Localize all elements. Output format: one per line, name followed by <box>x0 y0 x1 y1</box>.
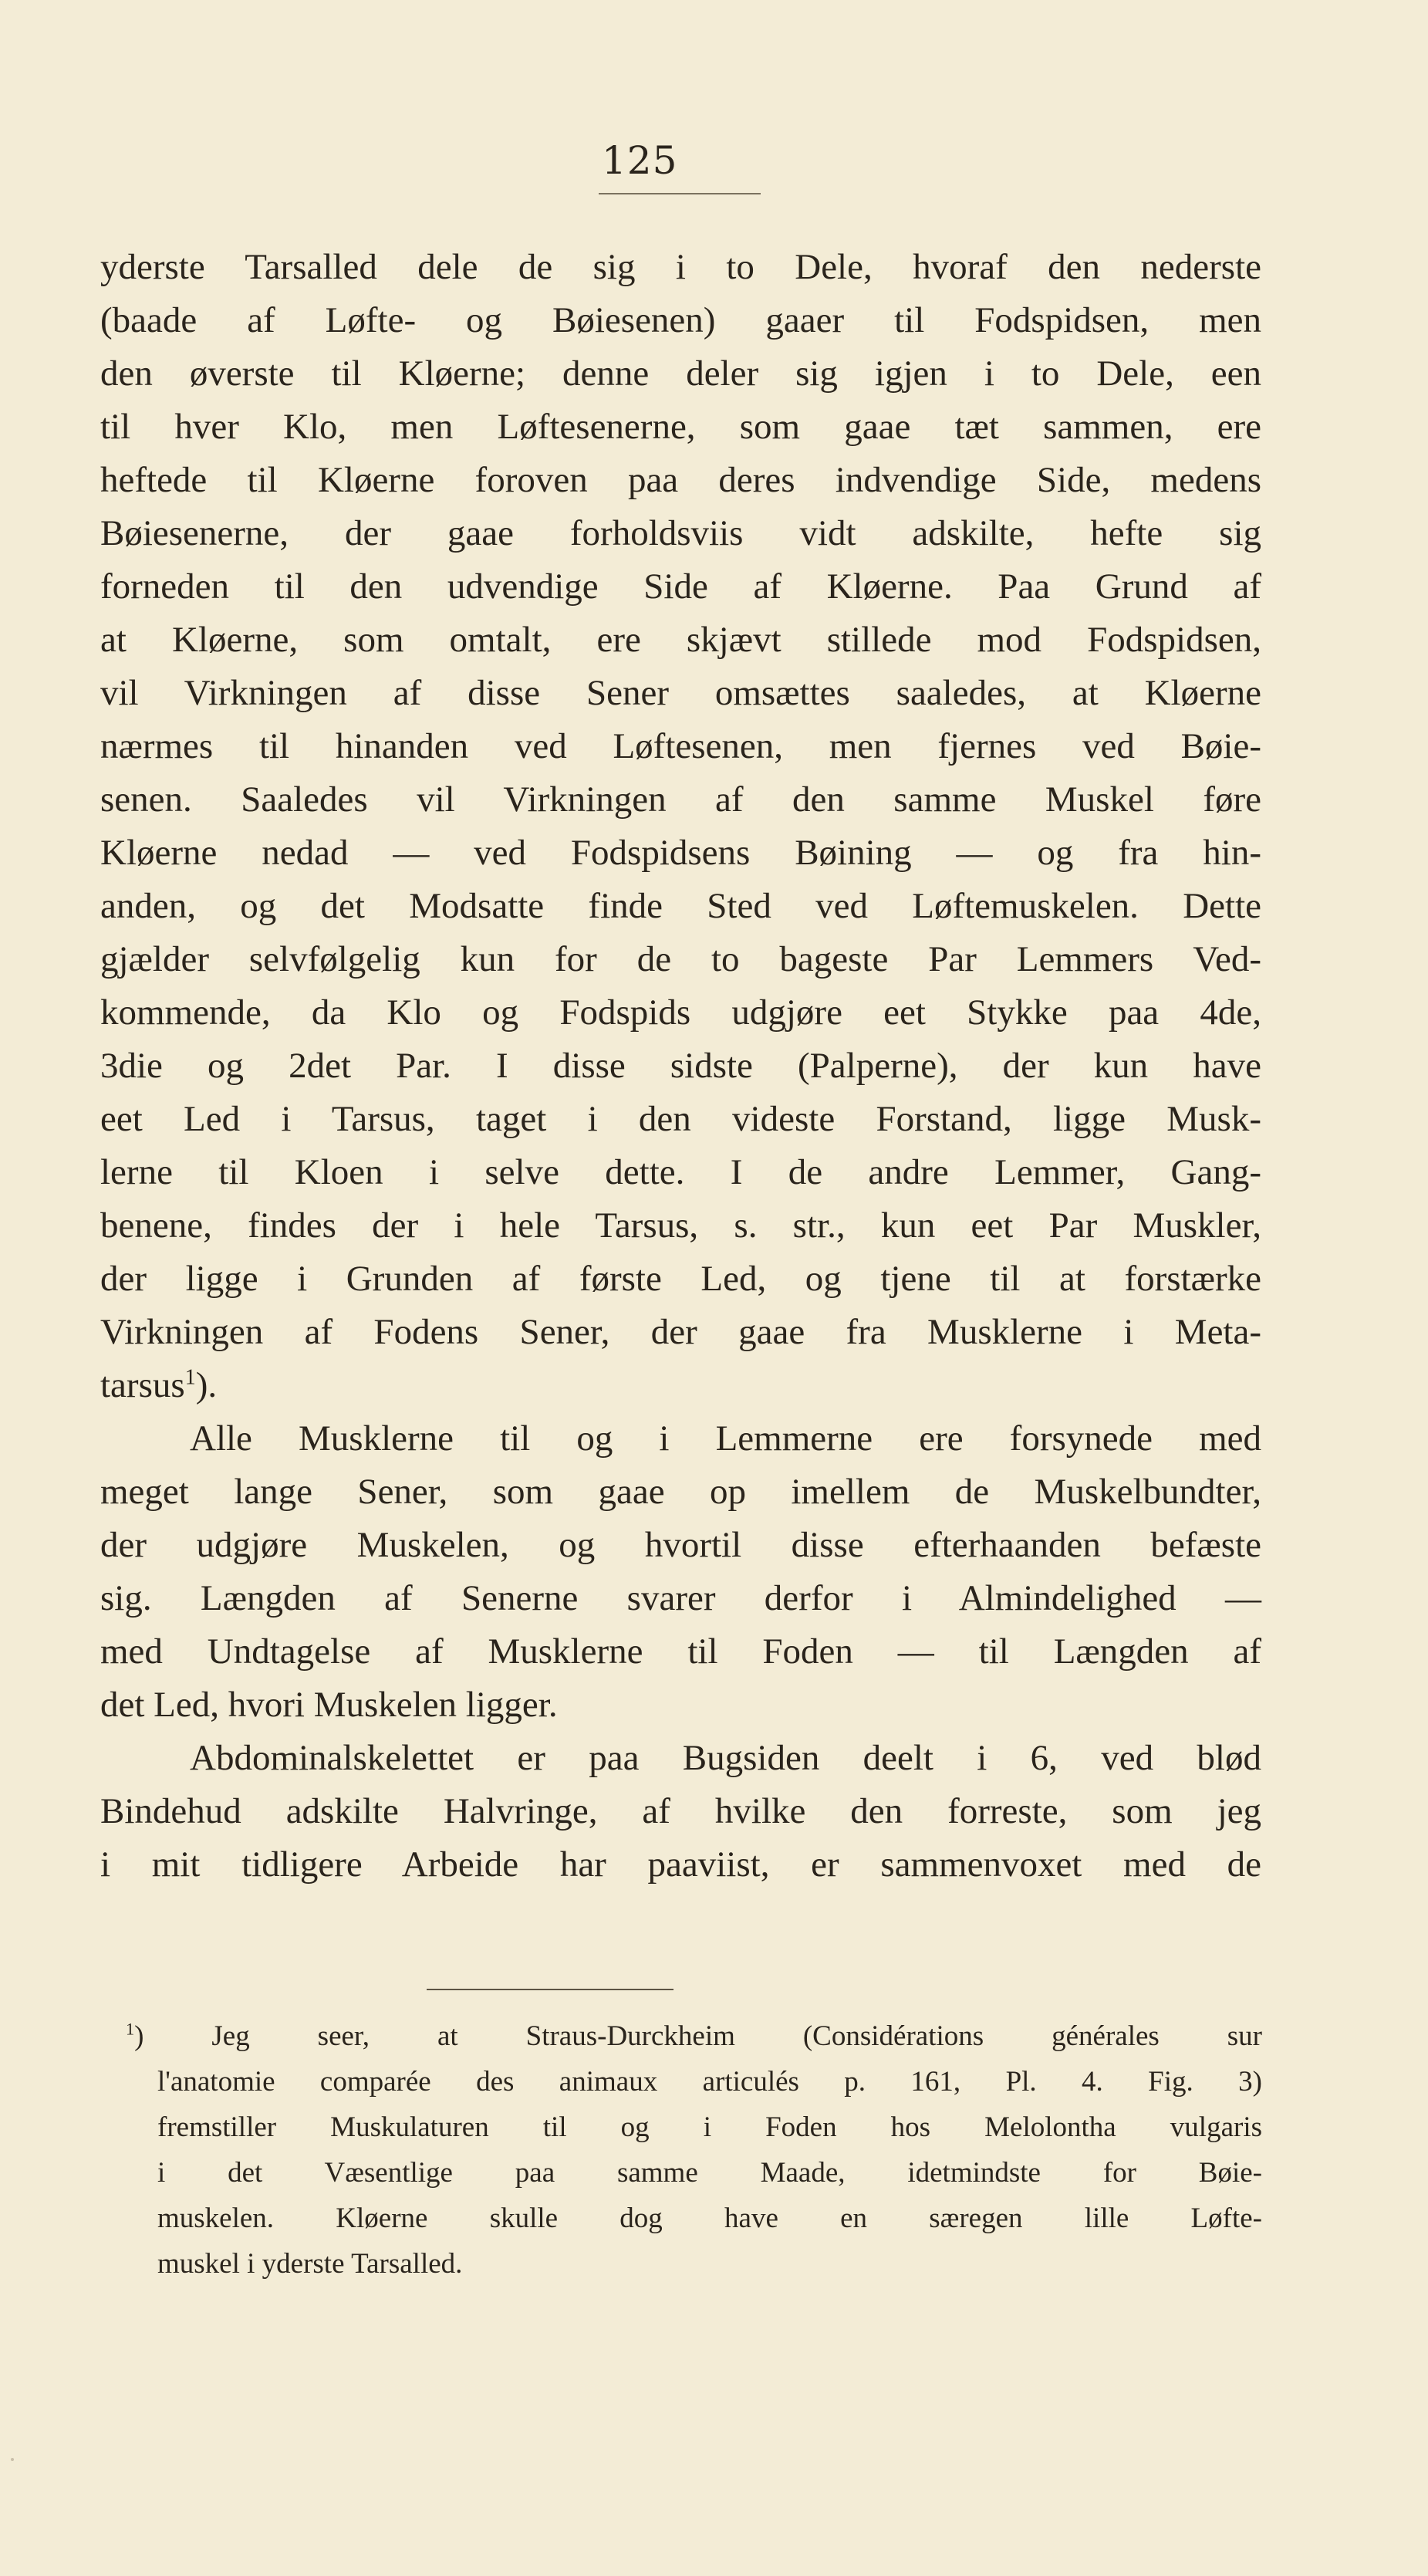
body-line: vil Virkningen af disse Sener omsættes saaledes, at Kløerne <box>100 673 1261 713</box>
footnote-line-text: Jeg seer, at Straus-Durckheim (Considérations générales sur <box>211 2020 1262 2052</box>
footnote-line: l'anatomie comparée des animaux articulés p. 161, Pl. 4. Fig. 3) <box>157 2066 1262 2098</box>
page-number-rule <box>599 193 761 194</box>
footnote-reference-tail: ). <box>195 1365 218 1405</box>
body-line <box>100 1361 217 1410</box>
body-line: Abdominalskelettet er paa Bugsiden deelt i 6, ved blød <box>190 1738 1261 1778</box>
body-line: sig. Længden af Senerne svarer derfor i Almindelighed — <box>100 1578 1261 1618</box>
body-line: Virkningen af Fodens Sener, der gaae fra Musklerne i Meta- <box>100 1312 1261 1352</box>
body-line: heftede til Kløerne foroven paa deres indvendige Side, medens <box>100 460 1261 500</box>
footnote-line: muskelen. Kløerne skulle dog have en særegen lille Løfte- <box>157 2202 1262 2234</box>
page-number: 125 <box>602 138 678 183</box>
body-line: benene, findes der i hele Tarsus, s. str., kun eet Par Muskler, <box>100 1205 1261 1246</box>
body-line: 3die og 2det Par. I disse sidste (Palperne), der kun have <box>100 1046 1261 1086</box>
footnote-line: i det Væsentlige paa samme Maade, idetmindste for Bøie- <box>157 2157 1262 2189</box>
body-line: den øverste til Kløerne; denne deler sig igjen i to Dele, een <box>100 353 1261 394</box>
footnote-line: fremstiller Muskulaturen til og i Foden hos Melolontha vulgaris <box>157 2111 1262 2143</box>
body-line: eet Led i Tarsus, taget i den videste Forstand, ligge Musk- <box>100 1099 1261 1139</box>
body-line-text: tarsus <box>100 1365 185 1405</box>
body-line: forneden til den udvendige Side af Kløerne. Paa Grund af <box>100 566 1261 607</box>
body-line: kommende, da Klo og Fodspids udgjøre eet Stykke paa 4de, <box>100 992 1261 1033</box>
body-line: i mit tidligere Arbeide har paaviist, er sammenvoxet med de <box>100 1844 1261 1885</box>
paper-speck <box>11 2458 14 2461</box>
body-line: Bindehud adskilte Halvringe, af hvilke den forreste, som jeg <box>100 1791 1261 1831</box>
body-line: (baade af Løfte- og Bøiesenen) gaaer til Fodspidsen, men <box>100 300 1261 340</box>
footnote-marker: $^1$) <box>126 2019 144 2052</box>
body-line: til hver Klo, men Løftesenerne, som gaae tæt sammen, ere <box>100 407 1261 447</box>
body-line: meget lange Sener, som gaae op imellem de Muskelbundter, <box>100 1472 1261 1512</box>
body-line: Alle Musklerne til og i Lemmerne ere forsynede med <box>190 1418 1261 1459</box>
body-line: det Led, hvori Muskelen ligger. <box>100 1685 558 1725</box>
body-line: der ligge i Grunden af første Led, og tjene til at forstærke <box>100 1259 1261 1299</box>
body-line: anden, og det Modsatte finde Sted ved Løftemuskelen. Dette <box>100 886 1261 926</box>
body-line: der udgjøre Muskelen, og hvortil disse efterhaanden befæste <box>100 1525 1261 1565</box>
body-line: at Kløerne, som omtalt, ere skjævt stillede mod Fodspidsen, <box>100 620 1261 660</box>
body-line: lerne til Kloen i selve dette. I de andre Lemmer, Gang- <box>100 1152 1261 1192</box>
body-line: gjælder selvfølgelig kun for de to bageste Par Lemmers Ved- <box>100 939 1261 979</box>
body-line: yderste Tarsalled dele de sig i to Dele, hvoraf den nederste <box>100 247 1261 287</box>
body-line: Bøiesenerne, der gaae forholdsviis vidt adskilte, hefte sig <box>100 513 1261 553</box>
footnote-reference: 1 <box>184 1365 196 1390</box>
body-line: Kløerne nedad — ved Fodspidsens Bøining — og fra hin- <box>100 833 1261 873</box>
footnote-line <box>126 2016 1262 2057</box>
body-line: nærmes til hinanden ved Løftesenen, men fjernes ved Bøie- <box>100 726 1261 766</box>
body-line: senen. Saaledes vil Virkningen af den samme Muskel føre <box>100 779 1261 820</box>
footnote-line: muskel i yderste Tarsalled. <box>157 2248 463 2280</box>
body-line: med Undtagelse af Musklerne til Foden — til Længden af <box>100 1631 1261 1672</box>
footnote-rule <box>427 1989 673 1990</box>
